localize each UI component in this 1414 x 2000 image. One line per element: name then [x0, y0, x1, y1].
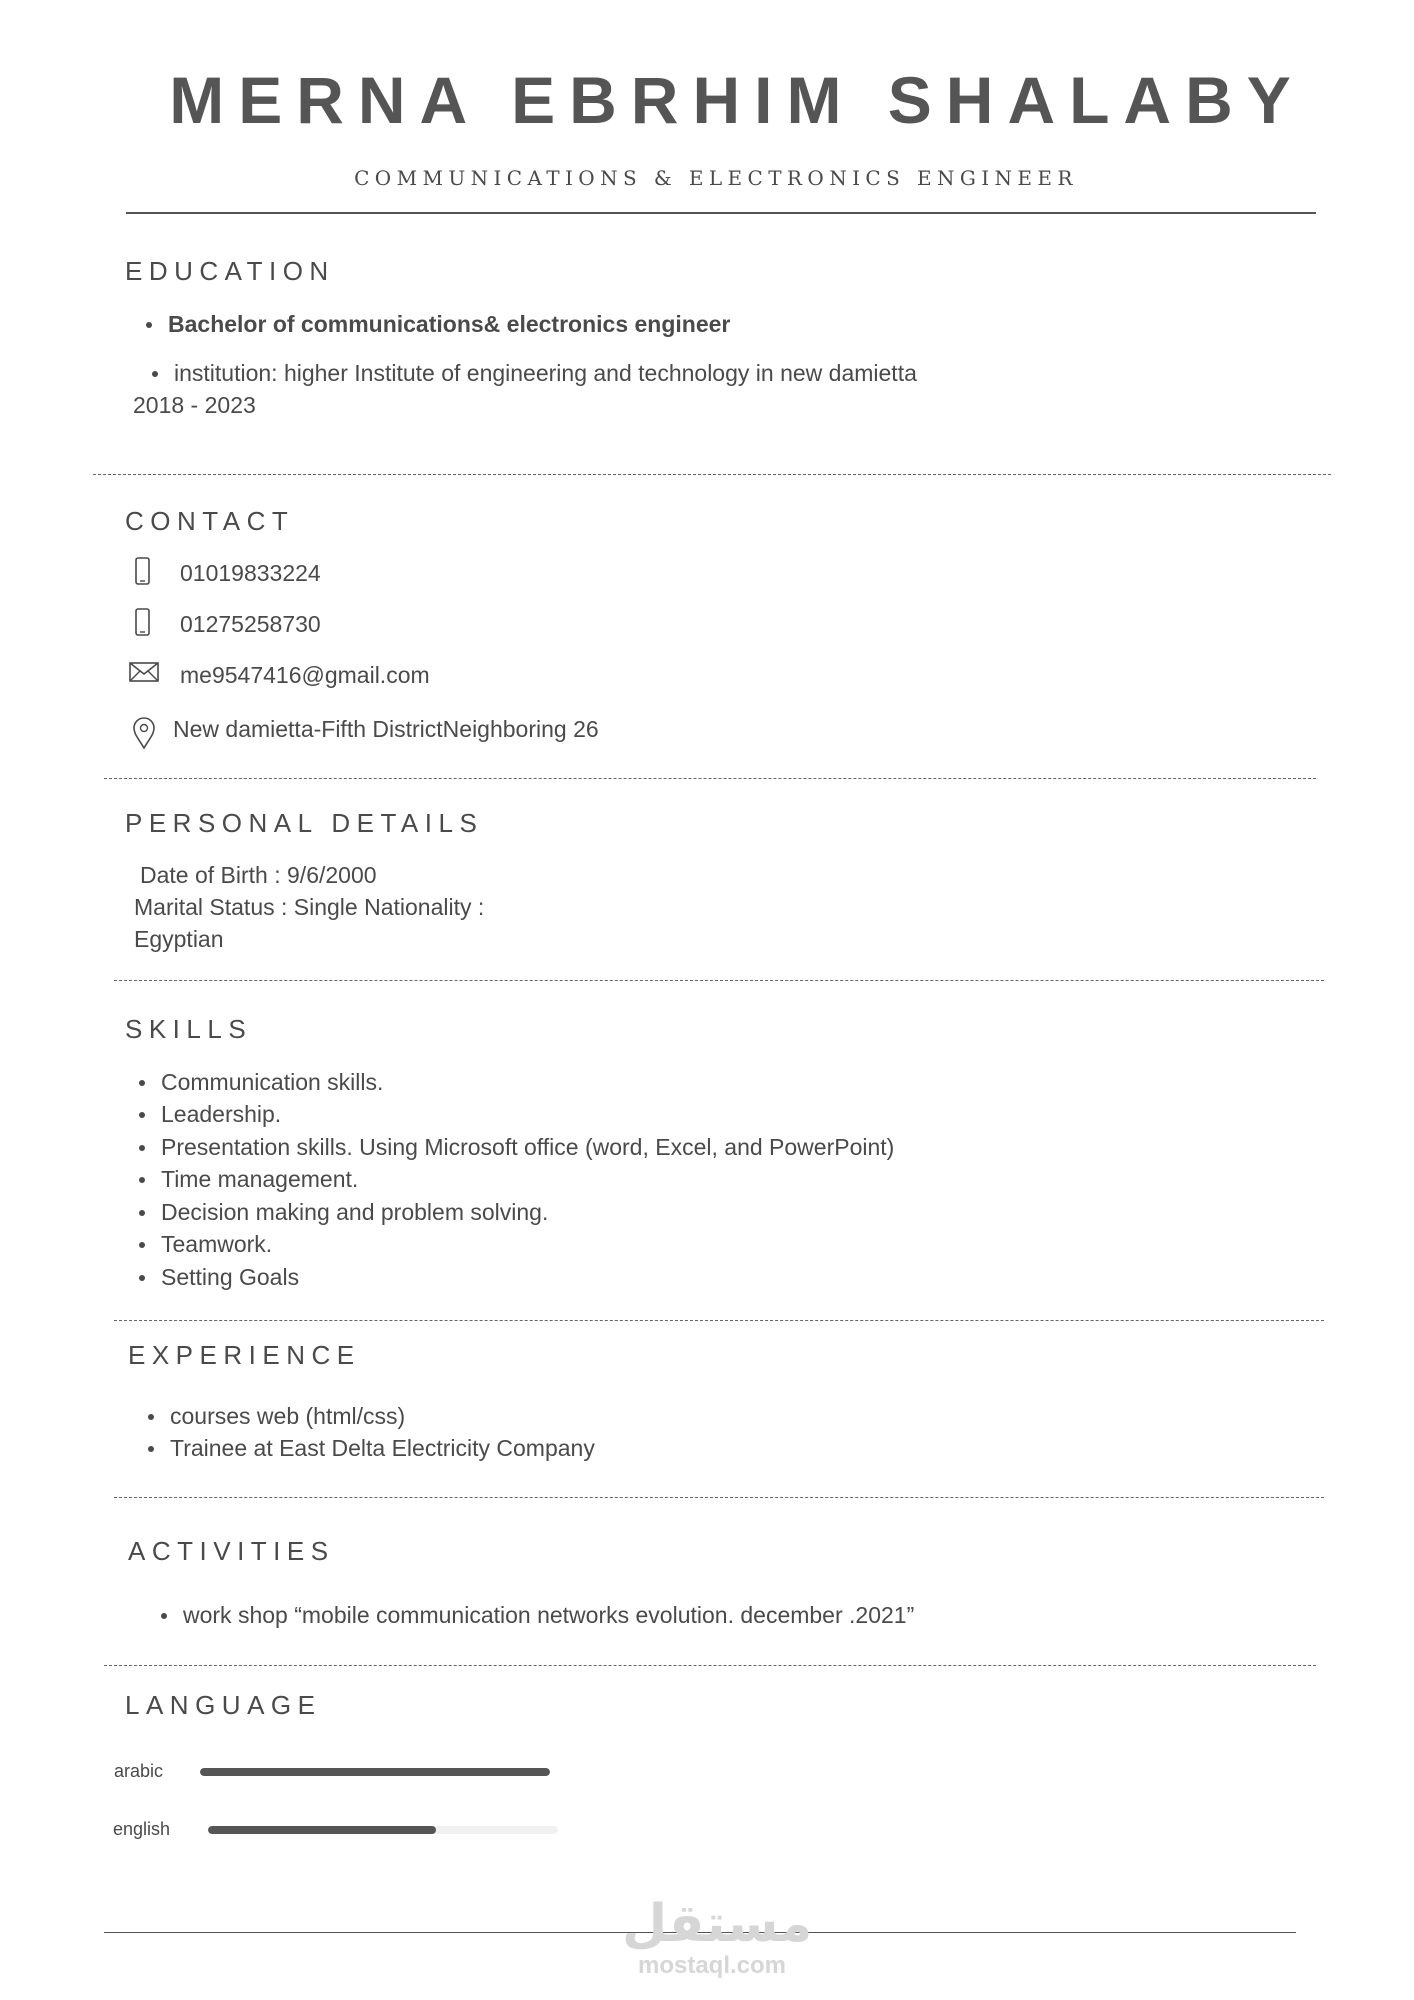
- skill-item: Setting Goals: [161, 1264, 300, 1290]
- watermark-logo: مستقل: [622, 1895, 813, 1953]
- contact-address: New damietta-Fifth DistrictNeighboring 26: [173, 716, 599, 742]
- section-divider: [114, 1497, 1324, 1498]
- language-label-english: english: [113, 1819, 171, 1839]
- education-institution: institution: higher Institute of engineering and technology in new damietta: [174, 360, 917, 386]
- language-bar-english: [208, 1826, 558, 1834]
- mail-icon: [128, 660, 158, 692]
- contact-email: me9547416@gmail.com: [180, 662, 430, 688]
- education-years: 2018 - 2023: [133, 392, 256, 418]
- activities-heading: ACTIVITIES: [128, 1536, 335, 1566]
- job-title: COMMUNICATIONS & ELECTRONICS ENGINEER: [354, 166, 1078, 190]
- candidate-name: MERNA EBRHIM SHALABY: [169, 63, 1305, 137]
- language-bar-fill: [200, 1768, 550, 1776]
- marital-status: Marital Status : Single Nationality :: [134, 894, 485, 920]
- watermark-site: mostaql.com: [637, 1952, 787, 1979]
- language-bar-fill: [208, 1826, 436, 1834]
- experience-heading: EXPERIENCE: [128, 1340, 361, 1370]
- watermark: [622, 1895, 813, 1980]
- section-divider: [114, 1320, 1324, 1321]
- date-of-birth: Date of Birth : 9/6/2000: [140, 862, 377, 888]
- contact-phone-1: 01019833224: [180, 560, 321, 586]
- section-divider: [93, 474, 1331, 475]
- skill-item: Time management.: [161, 1166, 359, 1192]
- activity-item: work shop “mobile communication networks evolution. december .2021”: [183, 1602, 915, 1628]
- skills-heading: SKILLS: [125, 1014, 253, 1044]
- section-divider: [114, 980, 1324, 981]
- skill-item: Communication skills.: [161, 1069, 384, 1095]
- section-divider: [104, 778, 1316, 779]
- phone-icon: [128, 607, 158, 639]
- experience-item: Trainee at East Delta Electricity Company: [170, 1435, 595, 1461]
- skill-item: Decision making and problem solving.: [161, 1199, 549, 1225]
- language-heading: LANGUAGE: [125, 1690, 322, 1720]
- skill-item: Teamwork.: [161, 1231, 273, 1257]
- header-divider: [126, 212, 1316, 214]
- location-pin-icon: [130, 716, 160, 748]
- personal-details-heading: PERSONAL DETAILS: [125, 808, 484, 838]
- education-heading: EDUCATION: [125, 256, 335, 286]
- contact-heading: CONTACT: [125, 506, 295, 536]
- language-label-arabic: arabic: [114, 1761, 164, 1781]
- section-divider: [104, 1665, 1316, 1666]
- skill-item: Leadership.: [161, 1101, 282, 1127]
- language-bar-arabic: [200, 1768, 550, 1776]
- skill-item: Presentation skills. Using Microsoft office (word, Excel, and PowerPoint): [161, 1134, 895, 1160]
- nationality: Egyptian: [134, 926, 224, 952]
- phone-icon: [128, 556, 158, 588]
- experience-item: courses web (html/css): [170, 1403, 406, 1429]
- contact-phone-2: 01275258730: [180, 611, 321, 637]
- education-degree: Bachelor of communications& electronics engineer: [168, 311, 731, 337]
